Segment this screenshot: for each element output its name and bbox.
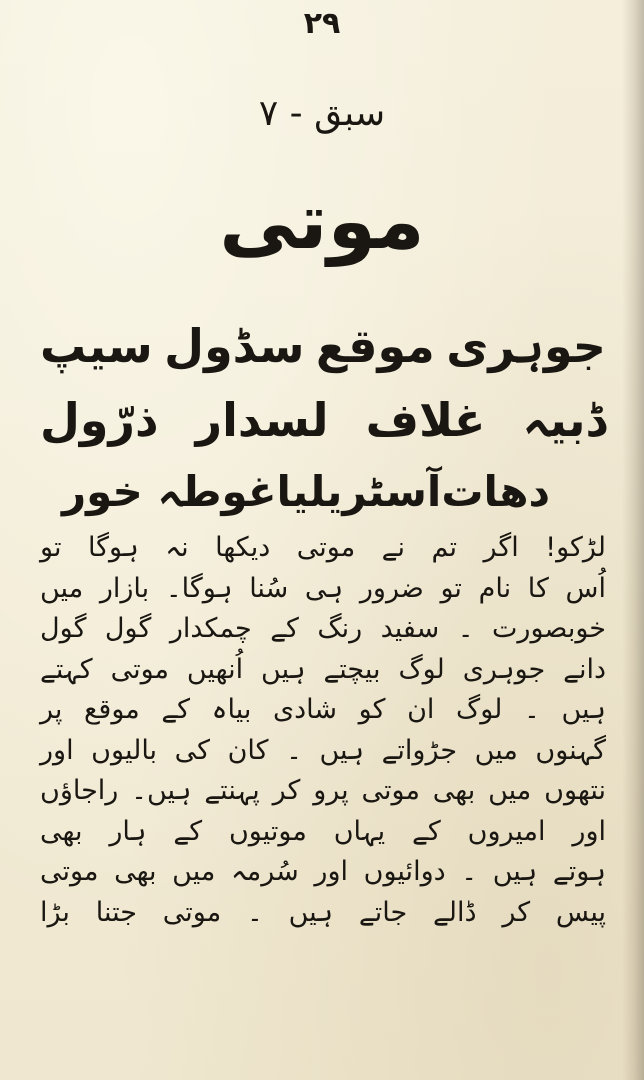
page-edge-shadow [622,0,644,1080]
vocab-word: جوہری [446,319,606,373]
vocabulary-row-1 [40,316,606,376]
body-line: لڑکو! اگر تم نے موتی دیکھا نہ ہوگا تو [40,532,606,563]
vocabulary-row-3 [61,462,550,522]
vocab-word: دھات [441,467,550,516]
vocab-word: غلاف [365,393,486,447]
vocab-word: سیپ [40,319,153,373]
body-line: اور امیروں کے یہاں موتیوں کے ہار بھی [40,815,606,847]
body-line: پیس کر ڈالے جاتے ہیں ۔ موتی جتنا بڑا [40,896,606,928]
lesson-body-text [40,528,606,933]
vocab-word: لسدار [195,393,329,447]
body-line: دانے جوہری لوگ بیچتے ہیں اُنھیں موتی کہتے [40,653,606,685]
body-line: ہوتے ہیں ۔ دوائیوں اور سُرمہ میں بھی موتی [40,856,606,887]
body-line: اُس کا نام تو ضرور ہی سُنا ہوگا۔ بازار میں [40,572,606,604]
body-line: نتھوں میں بھی موتی پرو کر پہنتے ہیں۔ راجاؤں [40,775,606,806]
vocab-word: آسٹریلیا [276,467,442,516]
vocab-word: ڈبیہ [522,393,606,447]
vocab-word: غوطہ خور [61,467,277,516]
vocab-word: ذرّول [40,393,159,447]
vocabulary-row-2 [40,390,606,450]
vocab-word: موقع [315,319,435,373]
page-number: ۲۹ [303,6,341,41]
body-line: ہیں ۔ لوگ ان کو شادی بیاہ کے موقع پر [40,694,606,725]
body-line: گہنوں میں جڑواتے ہیں ۔ کان کی بالیوں اور [40,734,606,766]
lesson-title: موتی [219,177,425,267]
vocab-word: سڈول [164,319,305,373]
body-line: خوبصورت ۔ سفید رنگ کے چمکدار گول گول [40,613,606,644]
lesson-heading: سبق - ۷ [258,93,386,134]
